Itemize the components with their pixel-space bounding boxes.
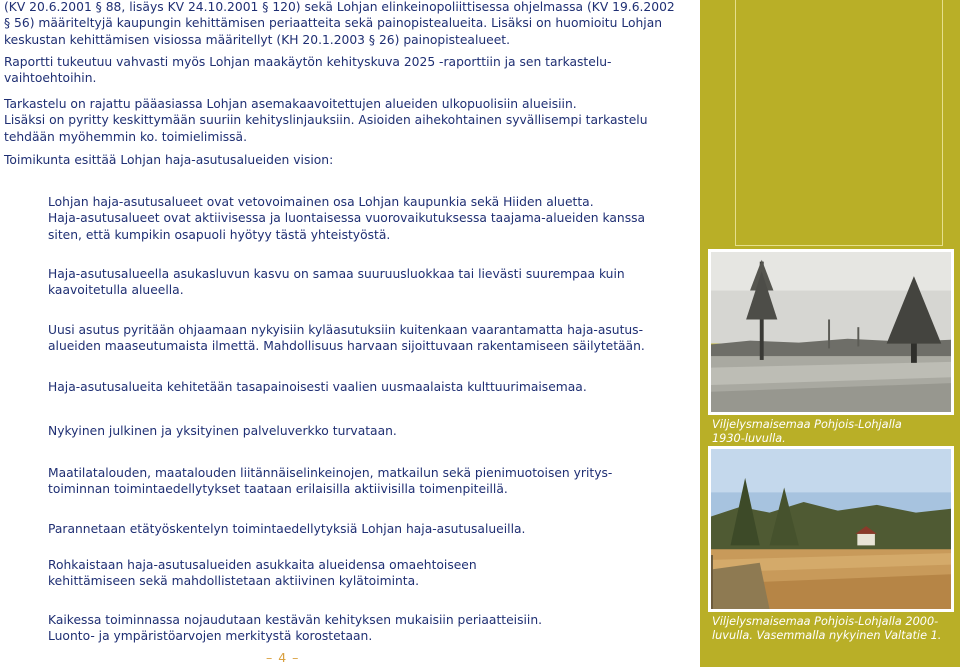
vision-item: Maatilatalouden, maatalouden liitännäiselinkeinojen, matkailun sekä pienimuotoisen yritys- toiminnan toimintaedellytykset taataan erilaisilla aktiivisilla toimenpiteillä. (48, 466, 613, 497)
intro-paragraph-1: (KV 20.6.2001 § 88, lisäys KV 24.10.2001 § 120) sekä Lohjan elinkeinopoliittisessa ohjelmassa (KV 19.6.2002 § 56) määriteltyjä kaupungin kehittämisen periaatteita sekä painopistealueita. Lisäksi on huomioitu Lohjan keskustan kehittämisen visiossa määritellyt (KH 20.1.2003 § 26) painopistealueet. (4, 0, 675, 47)
landscape-photo-1930s (708, 249, 954, 415)
landscape-photo-2000s (708, 446, 954, 612)
vision-item: Haja-asutusalueita kehitetään tasapainoisesti vaalien uusmaalaista kulttuurimaisemaa. (48, 380, 587, 394)
vision-item: Kaikessa toiminnassa nojaudutaan kestävän kehityksen mukaisiin periaatteisiin. Luonto- ja ympäristöarvojen merkitystä korostetaan. (48, 613, 543, 644)
vision-item: Haja-asutusalueella asukasluvun kasvu on samaa suuruusluokkaa tai lievästi suurempaa kuin kaavoitetulla alueella. (48, 267, 625, 298)
vision-item: Uusi asutus pyritään ohjaamaan nykyisiin kyläasutuksiin kuitenkaan vaarantamatta haja-asutus- alueiden maaseutumaista ilmettä. Mahdollisuus harvaan sijoittuvaan rakentamiseen säilytetään. (48, 323, 645, 354)
intro-paragraph-4: Toimikunta esittää Lohjan haja-asutusalueiden vision: (4, 153, 334, 167)
landscape-color-image (711, 449, 951, 609)
page-number: – 4 – (266, 650, 300, 665)
photo-caption-2000s: Viljelysmaisemaa Pohjois-Lohjalla 2000- luvulla. Vasemmalla nykyinen Valtatie 1. (712, 615, 942, 642)
vision-item: Nykyinen julkinen ja yksityinen palveluverkko turvataan. (48, 424, 397, 438)
intro-paragraph-3: Tarkastelu on rajattu pääasiassa Lohjan asemakaavoitettujen alueiden ulkopuolisiin alueisiin. Lisäksi on pyritty keskittymään suuriin kehityslinjauksiin. Asioiden aihekohtainen syvällisempi tarkastelu tehdään myöhemmin ko. toimielimissä. (4, 97, 648, 144)
vision-item: Parannetaan etätyöskentelyn toimintaedellytyksiä Lohjan haja-asutusalueilla. (48, 522, 526, 536)
vision-item: Lohjan haja-asutusalueet ovat vetovoimainen osa Lohjan kaupunkia sekä Hiiden aluetta. Haja-asutusalueet ovat aktiivisessa ja luontaisessa vuorovaikutuksessa taajama-alueiden kanssa siten, että kumpikin osapuoli hyötyy tästä yhteistyöstä. (48, 195, 646, 242)
sidebar-frame (735, 0, 943, 246)
photo-caption-1930s: Viljelysmaisemaa Pohjois-Lohjalla 1930-luvulla. (712, 418, 902, 445)
vision-item: Rohkaistaan haja-asutusalueiden asukkaita alueidensa omaehtoiseen kehittämiseen sekä mahdollistetaan aktiivinen kylätoiminta. (48, 558, 477, 589)
intro-paragraph-2: Raportti tukeutuu vahvasti myös Lohjan maakäytön kehityskuva 2025 -raporttiin ja sen tarkastelu- vaihtoehtoihin. (4, 55, 612, 86)
landscape-bw-image (711, 252, 951, 412)
